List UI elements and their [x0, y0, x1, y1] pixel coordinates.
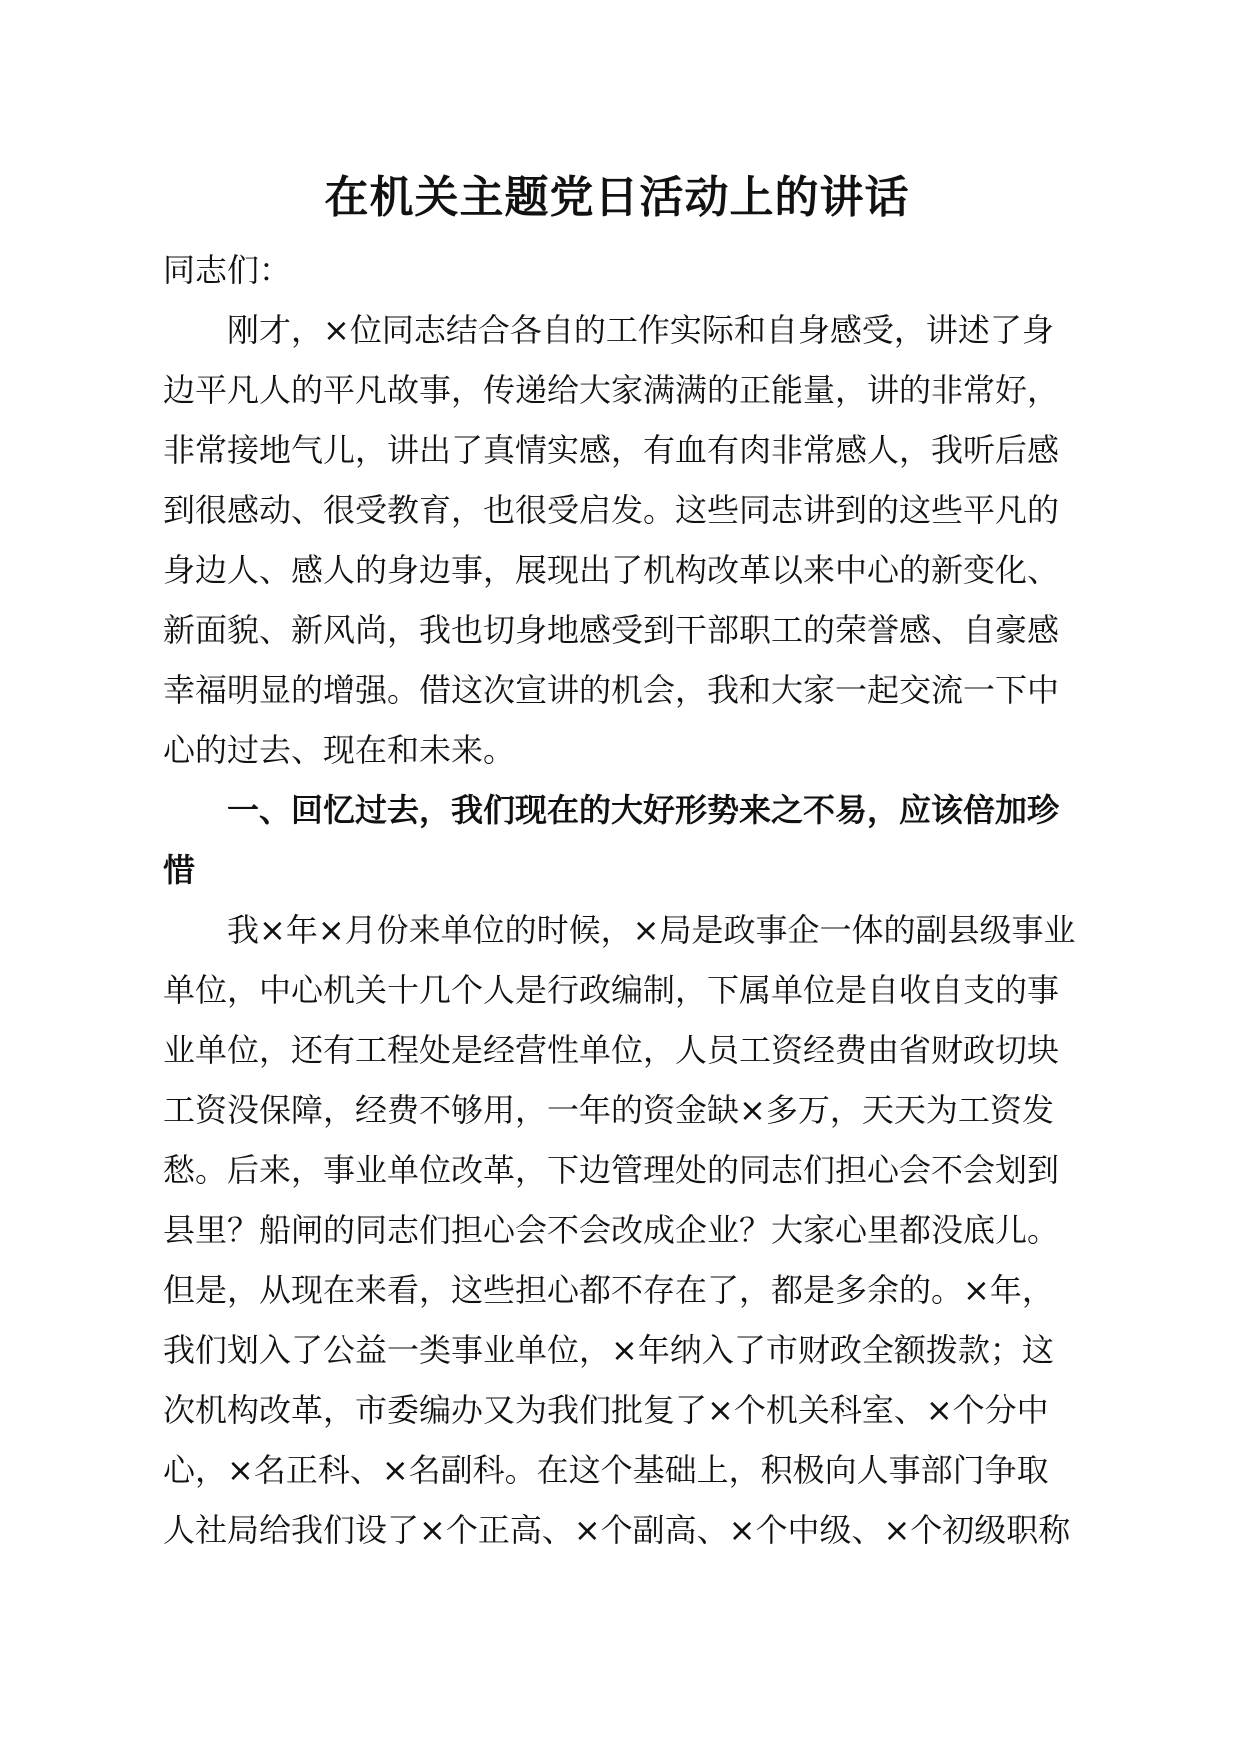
- paragraph-line: 心的过去、现在和未来。: [163, 731, 516, 769]
- paragraph-line: 幸福明显的增强。借这次宣讲的机会，我和大家一起交流一下中: [163, 671, 1060, 709]
- paragraph-line: 但是，从现在来看，这些担心都不存在了，都是多余的。×年，: [163, 1271, 1054, 1309]
- paragraph-line: 新面貌、新风尚，我也切身地感受到干部职工的荣誉感、自豪感: [163, 611, 1060, 649]
- section-heading-line: 惜: [163, 851, 196, 889]
- paragraph-line: 工资没保障，经费不够用，一年的资金缺×多万，天天为工资发: [163, 1091, 1054, 1129]
- paragraph-line: 愁。后来，事业单位改革，下边管理处的同志们担心会不会划到: [163, 1151, 1060, 1189]
- paragraph-line: 非常接地气儿，讲出了真情实感，有血有肉非常感人，我听后感: [163, 431, 1060, 469]
- paragraph-line: 身边人、感人的身边事，展现出了机构改革以来中心的新变化、: [163, 551, 1060, 589]
- paragraph-line: 边平凡人的平凡故事，传递给大家满满的正能量，讲的非常好，: [163, 371, 1060, 409]
- paragraph-line: 我×年×月份来单位的时候，×局是政事企一体的副县级事业: [227, 911, 1076, 949]
- document-body: [163, 240, 1103, 1560]
- section-heading-line: 一、回忆过去，我们现在的大好形势来之不易，应该倍加珍: [227, 791, 1060, 829]
- paragraph-line: 业单位，还有工程处是经营性单位，人员工资经费由省财政切块: [163, 1031, 1060, 1069]
- paragraph-line: 刚才，×位同志结合各自的工作实际和自身感受，讲述了身: [227, 311, 1054, 349]
- paragraph-line: 到很感动、很受教育，也很受启发。这些同志讲到的这些平凡的: [163, 491, 1060, 529]
- paragraph-line: 我们划入了公益一类事业单位，×年纳入了市财政全额拨款；这: [163, 1331, 1054, 1369]
- paragraph-line: 单位，中心机关十几个人是行政编制，下属单位是自收自支的事: [163, 971, 1060, 1009]
- paragraph-line: 人社局给我们设了×个正高、×个副高、×个中级、×个初级职称: [163, 1511, 1071, 1549]
- paragraph-line: 县里？船闸的同志们担心会不会改成企业？大家心里都没底儿。: [163, 1211, 1060, 1249]
- page-title: 在机关主题党日活动上的讲话: [324, 172, 910, 223]
- paragraph-line: 心，×名正科、×名副科。在这个基础上，积极向人事部门争取: [163, 1451, 1049, 1489]
- paragraph-line: 次机构改革，市委编办又为我们批复了×个机关科室、×个分中: [163, 1391, 1049, 1429]
- salutation: 同志们：: [163, 251, 292, 289]
